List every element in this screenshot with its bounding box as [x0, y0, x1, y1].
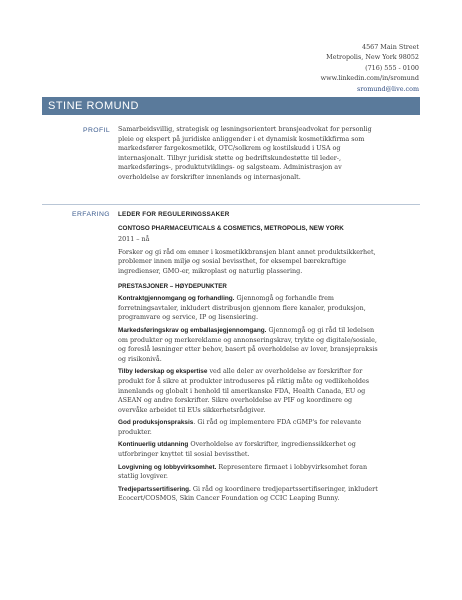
job-dates: 2011 – nå: [118, 235, 150, 244]
profile-label: PROFIL: [83, 127, 110, 134]
job-summary: Forsker og gi råd om emner i kosmetikkbransjen blant annet produktsikkerhet, problemer innen miljø og sosial bevissthet, for eksempel bærekraftige ingredienser, GMO-er, mikroplast og naturlig plassering.: [118, 247, 376, 275]
highlights-heading: PRESTASJONER – HØYDEPUNKTER: [118, 282, 227, 290]
highlight-item: [118, 326, 380, 364]
section-divider: [42, 204, 420, 205]
candidate-name: STINE ROMUND: [48, 100, 139, 112]
highlight-item: [118, 418, 380, 437]
highlight-text: Overholdelse av forskrifter, ingredienssikkerhet og utforbringer knyttet til sosial bevissthet.: [118, 440, 356, 459]
highlights-list: [118, 294, 380, 504]
highlight-item: [118, 367, 380, 415]
highlight-title: Kontinuerlig utdanning: [118, 441, 189, 449]
highlight-text: Representere firmaet i lobbyvirksomhet foran statlig lovgiver.: [118, 462, 368, 481]
highlight-item: [118, 463, 380, 482]
highlight-title: Tilby lederskap og ekspertise: [118, 368, 208, 376]
experience-section: [118, 210, 380, 504]
highlight-item: [118, 294, 380, 323]
highlight-text: Gjennomgå og gi råd til ledelsen om produkter og merkereklame og annonseringskrav, trykte og digitale/sosiale, og foreslå løsninger etter behov, basert på overholdelse av lover, bransjepraksis og risikonivå.: [118, 325, 378, 363]
highlight-text: Gjennomgå og forhandle frem forretningsavtaler, inkludert distribusjon gjennom flere kanaler, produksjon, programvare og service, IP og lisensiering.: [118, 294, 366, 322]
email-link[interactable]: sromund@live.com: [357, 84, 419, 93]
highlight-title: Lovgivning og lobbyvirksomhet.: [118, 463, 217, 471]
highlight-title: Tredjepartssertifisering.: [118, 485, 191, 493]
company-name: CONTOSO PHARMACEUTICALS & COSMETICS, METROPOLIS, NEW YORK: [118, 224, 344, 232]
experience-label: ERFARING: [72, 211, 110, 218]
name-banner: [42, 97, 420, 115]
highlight-item: [118, 485, 380, 504]
profile-text: Samarbeidsvillig, strategisk og løsningsorientert bransjeadvokat for personlig pleie og ekspert på juridiske anliggender i et dynamisk kosmetikkfirma som markedsfører fargekosmetikk, OTC/solkrem og kostilskudd i USA og internasjonalt. Tilbyr juridisk støtte og bedriftskundestøtte til leder-, markedsførings-, produktutviklings- og salgsteam. Administrasjon av overholdelse av forskrifter innenlands og internasjonalt.: [118, 125, 372, 181]
highlight-text: . Gi råd og implementere FDA cGMP's for relevante produkter.: [118, 418, 362, 436]
highlight-text: Gi råd og koordinere tredjepartssertifiseringer, inkludert Ecocert/COSMOS, Skin Cancer Foundation og CCIC Leaping Bunny.: [118, 484, 378, 503]
contact-block: [219, 42, 419, 94]
highlight-title: God produksjonspraksis: [118, 419, 194, 427]
highlight-title: Markedsføringskrav og emballasjegjennomgang.: [118, 326, 267, 334]
city-address: Metropolis, New York 98052: [326, 53, 419, 62]
phone-number: (716) 555 - 0100: [365, 63, 419, 72]
street-address: 4567 Main Street: [362, 43, 419, 51]
highlight-item: [118, 440, 380, 459]
highlight-text: ved alle deler av overholdelse av forskrifter for produkt for å sikre at produkter introduseres på riktig måte og vedlikeholdes innenlands og globalt i henhold til amerikanske FDA, Health Canada, EU og ASEAN og andre forskrifter. Sikre overholdelse av PIF og koordinere og overvåke arbeidet til EUs sikkerhetsrådgiver.: [118, 367, 370, 414]
highlight-title: Kontraktgjennomgang og forhandling.: [118, 295, 235, 303]
linkedin-link[interactable]: www.linkedin.com/in/sromund: [320, 74, 419, 83]
job-title: LEDER FOR REGULERINGSSAKER: [118, 211, 230, 218]
